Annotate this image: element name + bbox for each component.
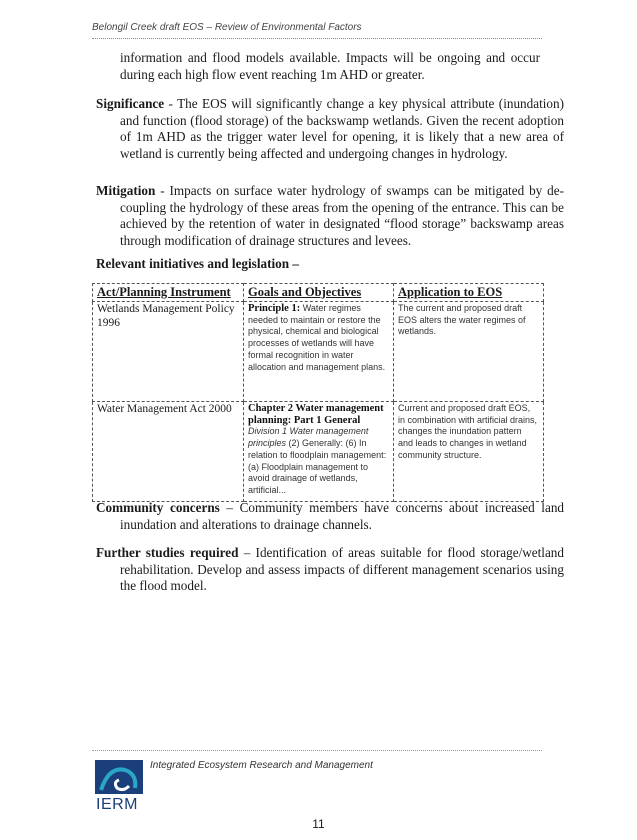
significance-label: Significance xyxy=(96,96,165,111)
table-header-cell: Application to EOS xyxy=(394,284,544,302)
further-studies-paragraph xyxy=(96,545,564,595)
goals-text: (2) Generally: (6) In relation to floodplain management: (a) Floodplain management to avoid drainage of wetlands, artificial... xyxy=(248,438,387,495)
mitigation-label: Mitigation xyxy=(96,183,156,198)
community-paragraph xyxy=(96,500,564,533)
instrument-cell: Water Management Act 2000 xyxy=(93,402,244,502)
table-header-cell: Goals and Objectives xyxy=(244,284,394,302)
goals-cell xyxy=(244,302,394,402)
application-cell: The current and proposed draft EOS alters the water regimes of wetlands. xyxy=(394,302,544,402)
goals-text: Water regimes needed to maintain or restore the physical, chemical and biological processes of wetlands will have formal recognition in water allocation and management plans. xyxy=(248,303,386,372)
mitigation-text: - Impacts on surface water hydrology of swamps can be mitigated by de-coupling the hydrology of these areas from the opening of the entrance. This can be achieved by the retention of water in designated “flood storage” backswamp areas through modification of drainage structures and levees. xyxy=(120,183,564,248)
goals-cell xyxy=(244,402,394,502)
instrument-cell: Wetlands Management Policy 1996 xyxy=(93,302,244,402)
goals-italic: Division 1 Water management principles xyxy=(248,426,369,449)
further-label: Further studies required xyxy=(96,545,239,560)
mitigation-paragraph xyxy=(96,183,564,249)
footer-org-name: Integrated Ecosystem Research and Management xyxy=(150,760,373,771)
table-row xyxy=(93,302,544,402)
footer-divider xyxy=(92,750,542,751)
page-number: 11 xyxy=(312,817,325,831)
goals-bold: Chapter 2 Water management planning: Part 1 General xyxy=(248,403,384,426)
significance-paragraph xyxy=(96,96,564,162)
table-row xyxy=(93,402,544,502)
table-header-cell: Act/Planning Instrument xyxy=(93,284,244,302)
initiatives-heading: Relevant initiatives and legislation – xyxy=(96,256,299,271)
further-text: – Identification of areas suitable for flood storage/wetland rehabilitation. Develop and assess impacts of different management scenarios using the flood model. xyxy=(120,545,564,593)
significance-text: - The EOS will significantly change a key physical attribute (inundation) and function (flood storage) of the backswamp wetlands. Given the recent adoption of 1m AHD as the trigger water level for opening, it is likely that a new area of wetland is currently being affected and undergoing changes in hydrology. xyxy=(120,96,564,161)
intro-paragraph xyxy=(96,50,540,83)
legislation-table xyxy=(92,283,544,502)
table-header-row xyxy=(93,284,544,302)
logo-text: IERM xyxy=(96,796,138,813)
goals-bold: Principle 1: xyxy=(248,303,301,314)
community-label: Community concerns xyxy=(96,500,220,515)
header-divider xyxy=(92,38,542,39)
intro-text: information and flood models available. Impacts will be ongoing and occur during each high flow event reaching 1m AHD or greater. xyxy=(120,50,540,82)
community-text: – Community members have concerns about increased land inundation and alterations to drainage channels. xyxy=(120,500,565,532)
application-cell: Current and proposed draft EOS, in combination with artificial drains, changes the inundation pattern and leads to changes in wetland community structure. xyxy=(394,402,544,502)
running-header: Belongil Creek draft EOS – Review of Environmental Factors xyxy=(92,22,362,33)
